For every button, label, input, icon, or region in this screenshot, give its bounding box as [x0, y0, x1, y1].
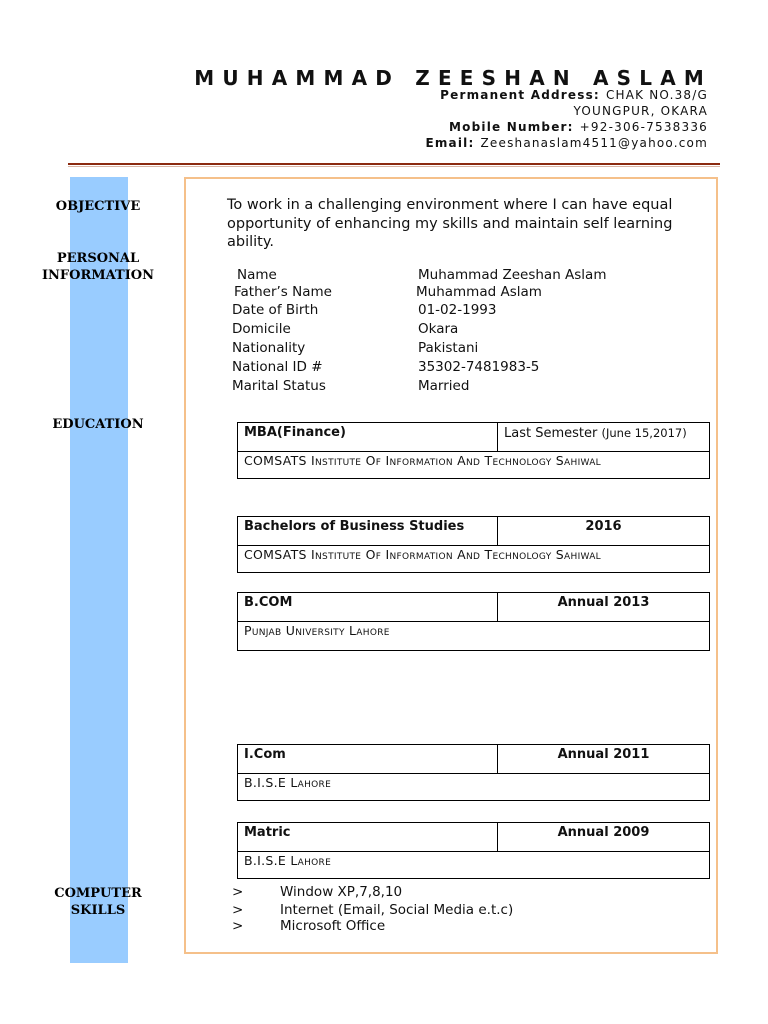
degree-year-note: (June 15,2017) — [601, 426, 687, 440]
info-value-nationality: Pakistani — [418, 340, 479, 356]
email-line — [425, 136, 708, 150]
bullet-arrow-icon: > — [232, 884, 244, 900]
address-line-1 — [440, 88, 708, 102]
address-line-2: YOUNGPUR, OKARA — [573, 104, 708, 118]
mobile-label: Mobile Number: — [449, 120, 574, 134]
sidebar-accent-bar — [70, 177, 128, 963]
info-label-dob: Date of Birth — [232, 302, 319, 318]
section-computer-label — [28, 885, 168, 919]
address-value: CHAK NO.38/G — [605, 88, 708, 102]
institute-name: COMSATS Institute Of Information And Technology Sahiwal — [238, 452, 710, 479]
header-divider-shadow — [68, 166, 720, 167]
degree-year: Annual 2009 — [498, 823, 710, 852]
info-label-marital: Marital Status — [232, 378, 326, 394]
mobile-line — [449, 120, 708, 134]
education-institute-row — [238, 622, 710, 651]
skill-text: Internet (Email, Social Media e.t.c) — [280, 902, 514, 918]
education-entry-matric — [237, 822, 710, 879]
section-computer-line2: SKILLS — [70, 903, 126, 918]
info-value-name: Muhammad Zeeshan Aslam — [418, 267, 607, 283]
section-personal-line2: INFORMATION — [41, 268, 155, 283]
degree-year: 2016 — [498, 517, 710, 546]
education-header-row — [238, 517, 710, 546]
skill-text: Window XP,7,8,10 — [280, 884, 403, 900]
bullet-arrow-icon: > — [232, 902, 244, 918]
education-header-row — [238, 823, 710, 852]
info-value-marital: Married — [418, 378, 470, 394]
section-personal-label — [28, 250, 168, 284]
education-header-row — [238, 593, 710, 622]
info-label-national-id: National ID # — [232, 359, 323, 375]
skill-text: Microsoft Office — [280, 918, 386, 934]
education-entry-mba — [237, 422, 710, 479]
address-label: Permanent Address: — [440, 88, 600, 102]
header-divider — [68, 163, 720, 165]
education-entry-icom — [237, 744, 710, 801]
email-label: Email: — [425, 136, 475, 150]
institute-name: B.I.S.E Lahore — [238, 774, 710, 801]
degree-name: MBA(Finance) — [238, 423, 498, 452]
skill-item — [232, 902, 513, 918]
section-computer-line1: COMPUTER — [54, 886, 142, 901]
candidate-name: MUHAMMAD ZEESHAN ASLAM — [194, 66, 712, 90]
info-value-national-id: 35302-7481983-5 — [418, 359, 540, 375]
info-label-father: Father’s Name — [234, 284, 332, 300]
institute-name: COMSATS Institute Of Information And Technology Sahiwal — [238, 546, 710, 573]
bullet-arrow-icon: > — [232, 918, 244, 934]
degree-year — [498, 423, 710, 452]
skill-item — [232, 918, 385, 934]
section-education-label: EDUCATION — [52, 417, 144, 432]
degree-name: B.COM — [238, 593, 498, 622]
info-label-name: Name — [237, 267, 277, 283]
mobile-value: +92-306-7538336 — [579, 120, 708, 134]
degree-year-text: Last Semester — [504, 426, 598, 441]
education-institute-row — [238, 774, 710, 801]
email-value: Zeeshanaslam4511@yahoo.com — [480, 136, 708, 150]
section-personal-line1: PERSONAL — [56, 251, 140, 266]
institute-name: B.I.S.E Lahore — [238, 852, 710, 879]
info-label-nationality: Nationality — [232, 340, 306, 356]
degree-name: I.Com — [238, 745, 498, 774]
education-institute-row — [238, 852, 710, 879]
info-value-domicile: Okara — [418, 321, 459, 337]
objective-text: To work in a challenging environment where I can have equal opportunity of enhancing my skills and maintain self learning ability. — [227, 197, 673, 250]
education-header-row — [238, 745, 710, 774]
education-institute-row — [238, 546, 710, 573]
section-objective-label: OBJECTIVE — [55, 199, 141, 214]
info-label-domicile: Domicile — [232, 321, 291, 337]
education-entry-bbs — [237, 516, 710, 573]
degree-name: Bachelors of Business Studies — [238, 517, 498, 546]
institute-name: Punjab University Lahore — [238, 622, 710, 651]
degree-name: Matric — [238, 823, 498, 852]
info-value-father: Muhammad Aslam — [416, 284, 542, 300]
degree-year: Annual 2011 — [498, 745, 710, 774]
info-value-dob: 01-02-1993 — [418, 302, 497, 318]
skill-item — [232, 884, 402, 900]
degree-year: Annual 2013 — [498, 593, 710, 622]
education-header-row — [238, 423, 710, 452]
education-entry-bcom — [237, 592, 710, 651]
education-institute-row — [238, 452, 710, 479]
